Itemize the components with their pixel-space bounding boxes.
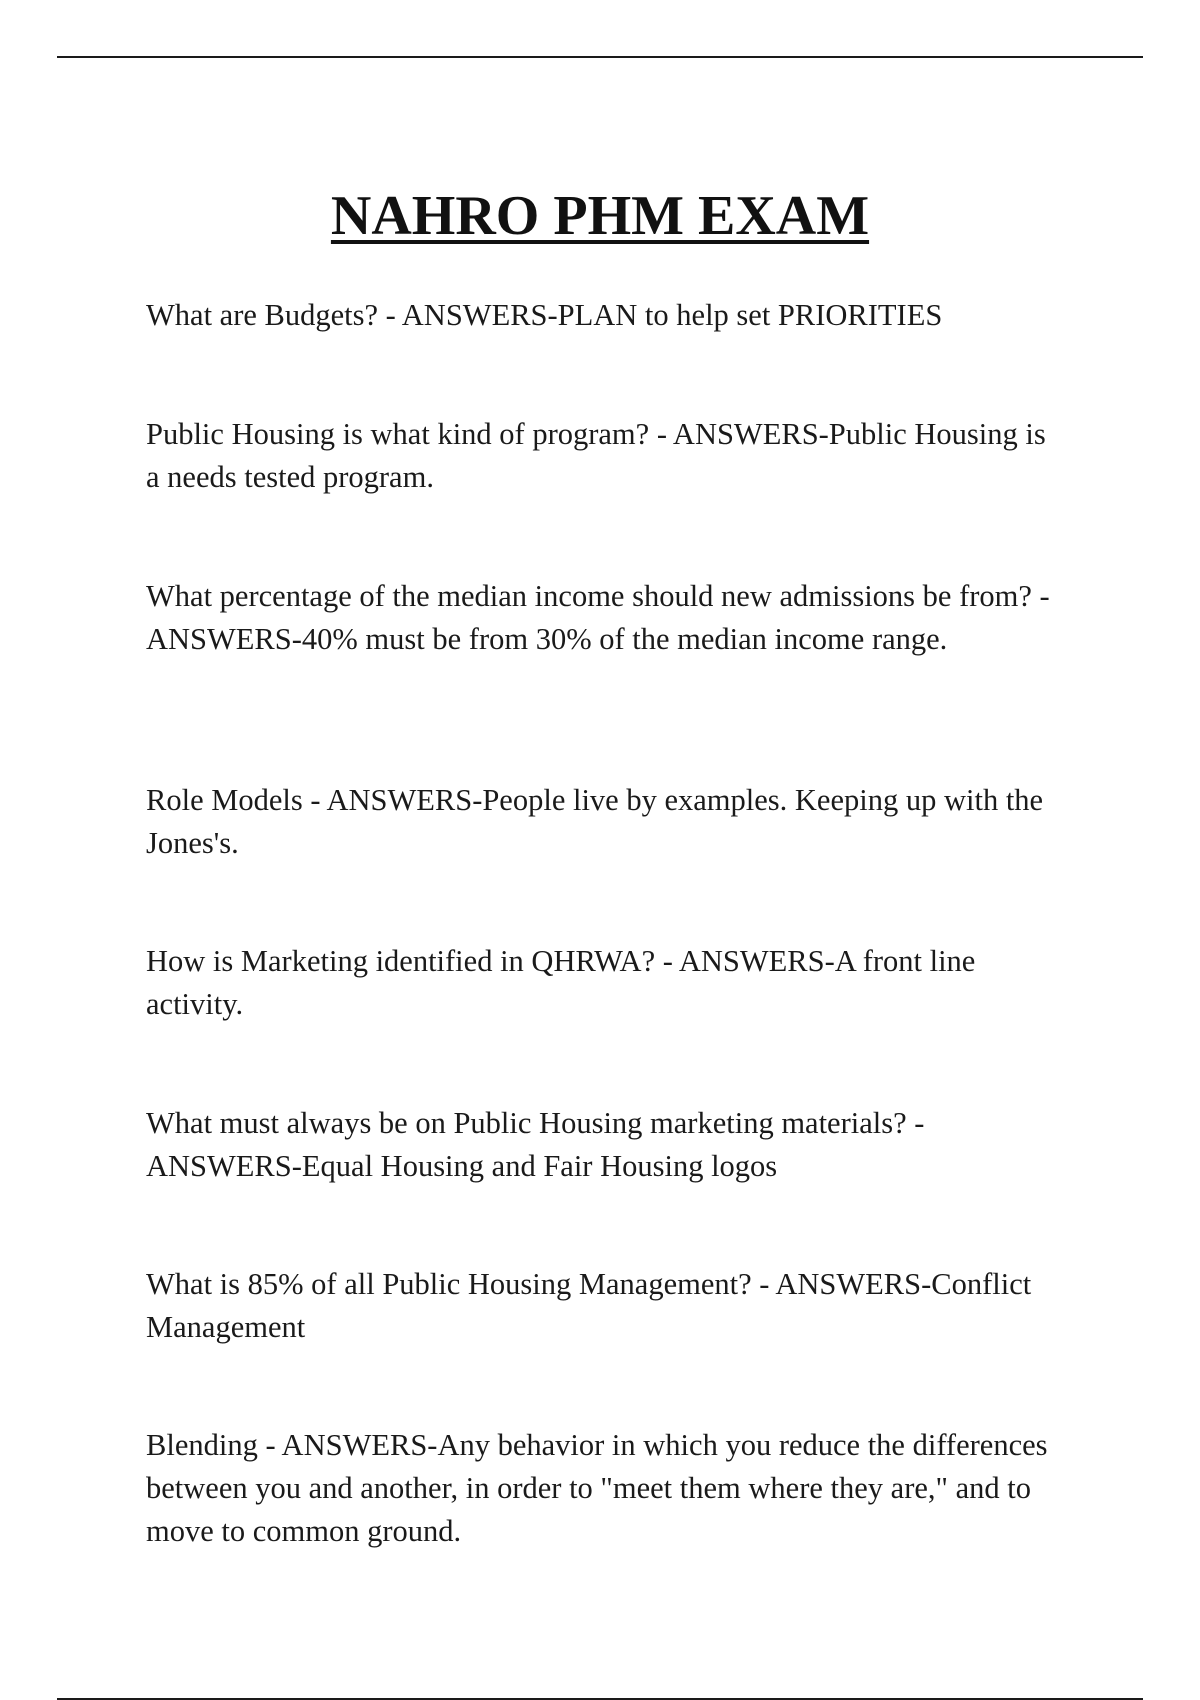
qa-entry-marketing: How is Marketing identified in QHRWA? - ANSWERS-A front line activity.: [146, 944, 976, 1021]
qa-entry-role-models: Role Models - ANSWERS-People live by examples. Keeping up with the Jones's.: [146, 783, 1044, 860]
qa-entry-management: What is 85% of all Public Housing Management? - ANSWERS-Conflict Management: [146, 1267, 1032, 1344]
qa-entry-median-income: What percentage of the median income should new admissions be from? - ANSWERS-40% must be from 30% of the median income range.: [146, 579, 1050, 656]
top-rule: [57, 56, 1143, 58]
qa-entry-marketing-materials: What must always be on Public Housing marketing materials? - ANSWERS-Equal Housing and Fair Housing logos: [146, 1106, 925, 1183]
title-container: [0, 146, 1200, 285]
qa-entry-blending: Blending - ANSWERS-Any behavior in which you reduce the differences between you and another, in order to "meet them where they are," and to move to common ground.: [146, 1428, 1048, 1548]
page-title: NAHRO PHM EXAM: [330, 184, 870, 247]
qa-entry-program-type: Public Housing is what kind of program? - ANSWERS-Public Housing is a needs tested program.: [146, 417, 1046, 494]
qa-entry-budgets: What are Budgets? - ANSWERS-PLAN to help set PRIORITIES: [146, 298, 943, 332]
